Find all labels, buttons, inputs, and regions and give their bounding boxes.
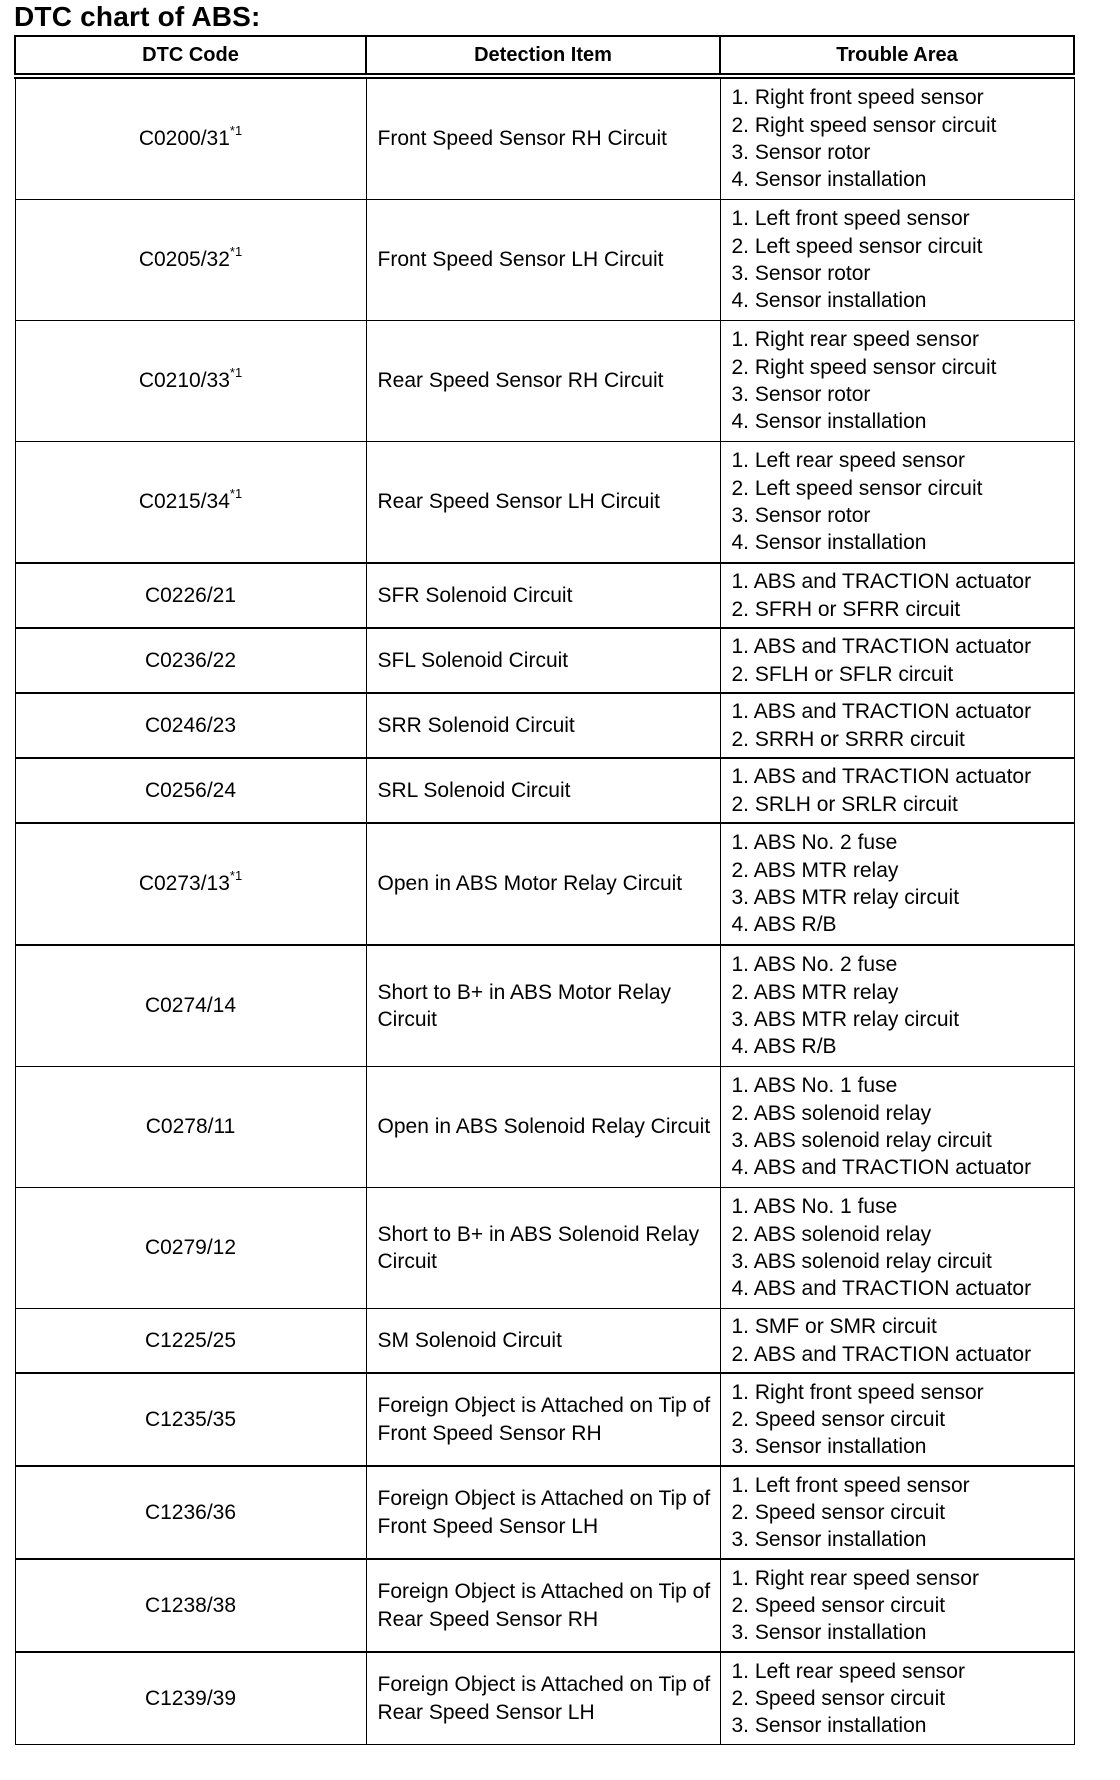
table-row [15,563,1074,628]
trouble-area-list [732,951,1074,1060]
detection-item: Front Speed Sensor LH Circuit [366,200,720,321]
trouble-area-item: 2. ABS MTR relay [731,858,899,882]
trouble-area-list [732,1565,1074,1647]
detection-item: Open in ABS Solenoid Relay Circuit [366,1067,720,1188]
trouble-area-item: 3. Sensor rotor [731,141,871,164]
trouble-area-item: 1. ABS No. 1 fuse [731,1195,898,1219]
trouble-area-cell [720,1309,1074,1374]
trouble-area-item: 1. ABS and TRACTION actuator [731,570,1032,594]
dtc-code-cell [15,200,366,321]
table-row [15,200,1074,321]
detection-item: Short to B+ in ABS Solenoid Relay Circuit [366,1188,720,1309]
trouble-area-item: 4. ABS R/B [731,913,837,937]
table-row [15,442,1074,564]
trouble-area-item: 1. Left rear speed sensor [731,449,965,473]
trouble-area-cell [720,442,1074,564]
trouble-area-item: 4. ABS and TRACTION actuator [731,1156,1032,1180]
table-row [15,321,1074,442]
trouble-area-item: 2. SRRH or SRRR circuit [731,727,965,751]
detection-item: Open in ABS Motor Relay Circuit [366,823,720,945]
detection-item: Foreign Object is Attached on Tip of Front Speed Sensor RH [366,1373,720,1466]
trouble-area-item: 1. ABS and TRACTION actuator [731,635,1032,659]
trouble-area-item: 4. Sensor installation [731,289,927,313]
dtc-code: C0256/24 [144,778,237,802]
trouble-area-item: 2. Right speed sensor circuit [731,113,997,137]
dtc-code-cell [15,1466,366,1559]
trouble-area-list [732,1472,1074,1554]
trouble-area-list [732,326,1074,435]
dtc-code-cell [15,693,366,758]
dtc-code-cell [15,563,366,628]
trouble-area-cell [720,563,1074,628]
dtc-code-cell [15,1188,366,1309]
dtc-code-cell [15,1067,366,1188]
footnote-marker: *1 [229,868,243,884]
trouble-area-item: 2. ABS solenoid relay [731,1222,932,1246]
trouble-area-item: 1. Left front speed sensor [731,1473,970,1497]
trouble-area-item: 4. Sensor installation [731,410,927,434]
dtc-code-cell [15,1309,366,1374]
trouble-area-item: 2. Right speed sensor circuit [731,355,997,379]
dtc-code: C1236/36 [144,1500,237,1524]
detection-item: Foreign Object is Attached on Tip of Rear Speed Sensor RH [366,1559,720,1652]
trouble-area-cell [720,1188,1074,1309]
trouble-area-cell [720,76,1074,200]
dtc-code-cell [15,1652,366,1745]
dtc-code: C1225/25 [144,1328,237,1352]
trouble-area-cell [720,945,1074,1067]
table-row [15,1188,1074,1309]
detection-item: Front Speed Sensor RH Circuit [366,76,720,200]
trouble-area-item: 3. ABS MTR relay circuit [731,886,960,909]
dtc-code-cell [15,321,366,442]
trouble-area-item: 2. ABS and TRACTION actuator [731,1342,1032,1366]
trouble-area-item: 2. Left speed sensor circuit [731,234,983,258]
trouble-area-item: 3. ABS MTR relay circuit [731,1008,960,1031]
trouble-area-item: 2. Left speed sensor circuit [731,476,983,500]
table-body [15,76,1074,1745]
dtc-code: C0278/11 [145,1115,236,1139]
dtc-code: C0246/23 [144,713,237,737]
trouble-area-item: 1. Left rear speed sensor [731,1659,965,1683]
trouble-area-item: 2. Speed sensor circuit [731,1686,946,1710]
footnote-marker: *1 [229,123,243,139]
dtc-code: C0200/31 [138,127,230,151]
table-row [15,1466,1074,1559]
trouble-area-list [732,84,1074,193]
table-header-row [15,36,1074,76]
trouble-area-item: 1. ABS and TRACTION actuator [731,765,1032,789]
dtc-code-cell [15,76,366,200]
trouble-area-item: 3. Sensor rotor [731,262,871,285]
trouble-area-item: 1. SMF or SMR circuit [731,1315,937,1339]
trouble-area-item: 3. ABS solenoid relay circuit [731,1129,992,1152]
trouble-area-list [732,698,1074,753]
dtc-code-cell [15,1373,366,1466]
dtc-code: C0210/33 [138,369,230,393]
trouble-area-item: 3. Sensor installation [731,1435,927,1459]
trouble-area-item: 2. ABS MTR relay [731,980,899,1004]
trouble-area-item: 1. Right front speed sensor [731,1380,984,1404]
table-row [15,758,1074,823]
trouble-area-cell [720,1466,1074,1559]
dtc-code-cell [15,758,366,823]
trouble-area-item: 1. ABS and TRACTION actuator [731,700,1032,724]
trouble-area-cell [720,1652,1074,1745]
dtc-code: C0279/12 [144,1236,237,1260]
trouble-area-item: 1. ABS No. 2 fuse [731,953,898,977]
table-row [15,1559,1074,1652]
dtc-code: C0226/21 [144,583,237,607]
trouble-area-list [732,829,1074,938]
trouble-area-list [732,1658,1074,1740]
footnote-marker: *1 [229,244,243,260]
dtc-code: C0274/14 [144,994,237,1018]
table-row [15,823,1074,945]
trouble-area-item: 4. Sensor installation [731,531,927,555]
dtc-code-cell [15,1559,366,1652]
detection-item: SRR Solenoid Circuit [366,693,720,758]
trouble-area-cell [720,1067,1074,1188]
dtc-code-cell [15,442,366,564]
page-title: DTC chart of ABS: [14,1,261,32]
table-row [15,1652,1074,1745]
table-row [15,628,1074,693]
trouble-area-item: 1. Right rear speed sensor [731,1566,979,1590]
detection-item: SRL Solenoid Circuit [366,758,720,823]
trouble-area-list [732,1379,1074,1461]
dtc-code: C0215/34 [138,490,230,514]
table-row [15,1373,1074,1466]
trouble-area-cell [720,1559,1074,1652]
trouble-area-cell [720,628,1074,693]
trouble-area-item: 1. Right rear speed sensor [731,328,979,352]
header-trouble-area: Trouble Area [720,36,1074,76]
table-row [15,945,1074,1067]
detection-item: Short to B+ in ABS Motor Relay Circuit [366,945,720,1067]
trouble-area-list [732,763,1074,818]
trouble-area-list [732,568,1074,623]
trouble-area-item: 4. ABS R/B [731,1035,837,1059]
trouble-area-item: 3. Sensor installation [731,1621,927,1645]
detection-item: Foreign Object is Attached on Tip of Front Speed Sensor LH [366,1466,720,1559]
header-dtc-code: DTC Code [15,36,366,76]
trouble-area-item: 3. Sensor rotor [731,383,871,406]
footnote-marker: *1 [229,365,243,381]
footnote-marker: *1 [229,486,243,502]
dtc-code-cell [15,945,366,1067]
dtc-code: C0205/32 [138,248,230,272]
dtc-code: C1235/35 [144,1407,237,1431]
trouble-area-item: 3. Sensor installation [731,1714,927,1738]
trouble-area-item: 3. ABS solenoid relay circuit [731,1250,992,1273]
trouble-area-cell [720,200,1074,321]
trouble-area-item: 1. ABS No. 1 fuse [731,1074,898,1098]
trouble-area-list [732,1072,1074,1181]
trouble-area-item: 1. ABS No. 2 fuse [731,831,898,855]
trouble-area-cell [720,1373,1074,1466]
trouble-area-item: 3. Sensor rotor [731,504,871,527]
trouble-area-list [732,447,1074,556]
trouble-area-item: 1. Left front speed sensor [731,207,970,231]
trouble-area-item: 2. SFRH or SFRR circuit [731,597,961,621]
trouble-area-cell [720,693,1074,758]
header-detection-item: Detection Item [366,36,720,76]
dtc-code-cell [15,628,366,693]
trouble-area-item: 4. ABS and TRACTION actuator [731,1277,1032,1301]
trouble-area-item: 3. Sensor installation [731,1528,927,1552]
trouble-area-item: 2. Speed sensor circuit [731,1500,946,1524]
trouble-area-cell [720,758,1074,823]
detection-item: SFR Solenoid Circuit [366,563,720,628]
dtc-code: C0236/22 [144,648,237,672]
detection-item: SM Solenoid Circuit [366,1309,720,1374]
trouble-area-cell [720,823,1074,945]
detection-item: Rear Speed Sensor RH Circuit [366,321,720,442]
trouble-area-list [732,1313,1074,1368]
trouble-area-item: 2. Speed sensor circuit [731,1407,946,1431]
trouble-area-cell [720,321,1074,442]
trouble-area-item: 4. Sensor installation [731,168,927,192]
table-row [15,1309,1074,1374]
trouble-area-item: 2. Speed sensor circuit [731,1593,946,1617]
dtc-code: C1238/38 [144,1593,237,1617]
dtc-code: C1239/39 [144,1686,237,1710]
dtc-code-cell [15,823,366,945]
detection-item: Foreign Object is Attached on Tip of Rear Speed Sensor LH [366,1652,720,1745]
trouble-area-list [732,1193,1074,1302]
trouble-area-item: 2. ABS solenoid relay [731,1101,932,1125]
table-row [15,76,1074,200]
detection-item: Rear Speed Sensor LH Circuit [366,442,720,564]
table-row [15,1067,1074,1188]
dtc-table [14,35,1075,1745]
trouble-area-list [732,205,1074,314]
trouble-area-list [732,633,1074,688]
dtc-code: C0273/13 [138,872,230,896]
trouble-area-item: 2. SRLH or SRLR circuit [731,792,958,816]
trouble-area-item: 2. SFLH or SFLR circuit [731,662,954,686]
trouble-area-item: 1. Right front speed sensor [731,86,984,110]
table-row [15,693,1074,758]
detection-item: SFL Solenoid Circuit [366,628,720,693]
